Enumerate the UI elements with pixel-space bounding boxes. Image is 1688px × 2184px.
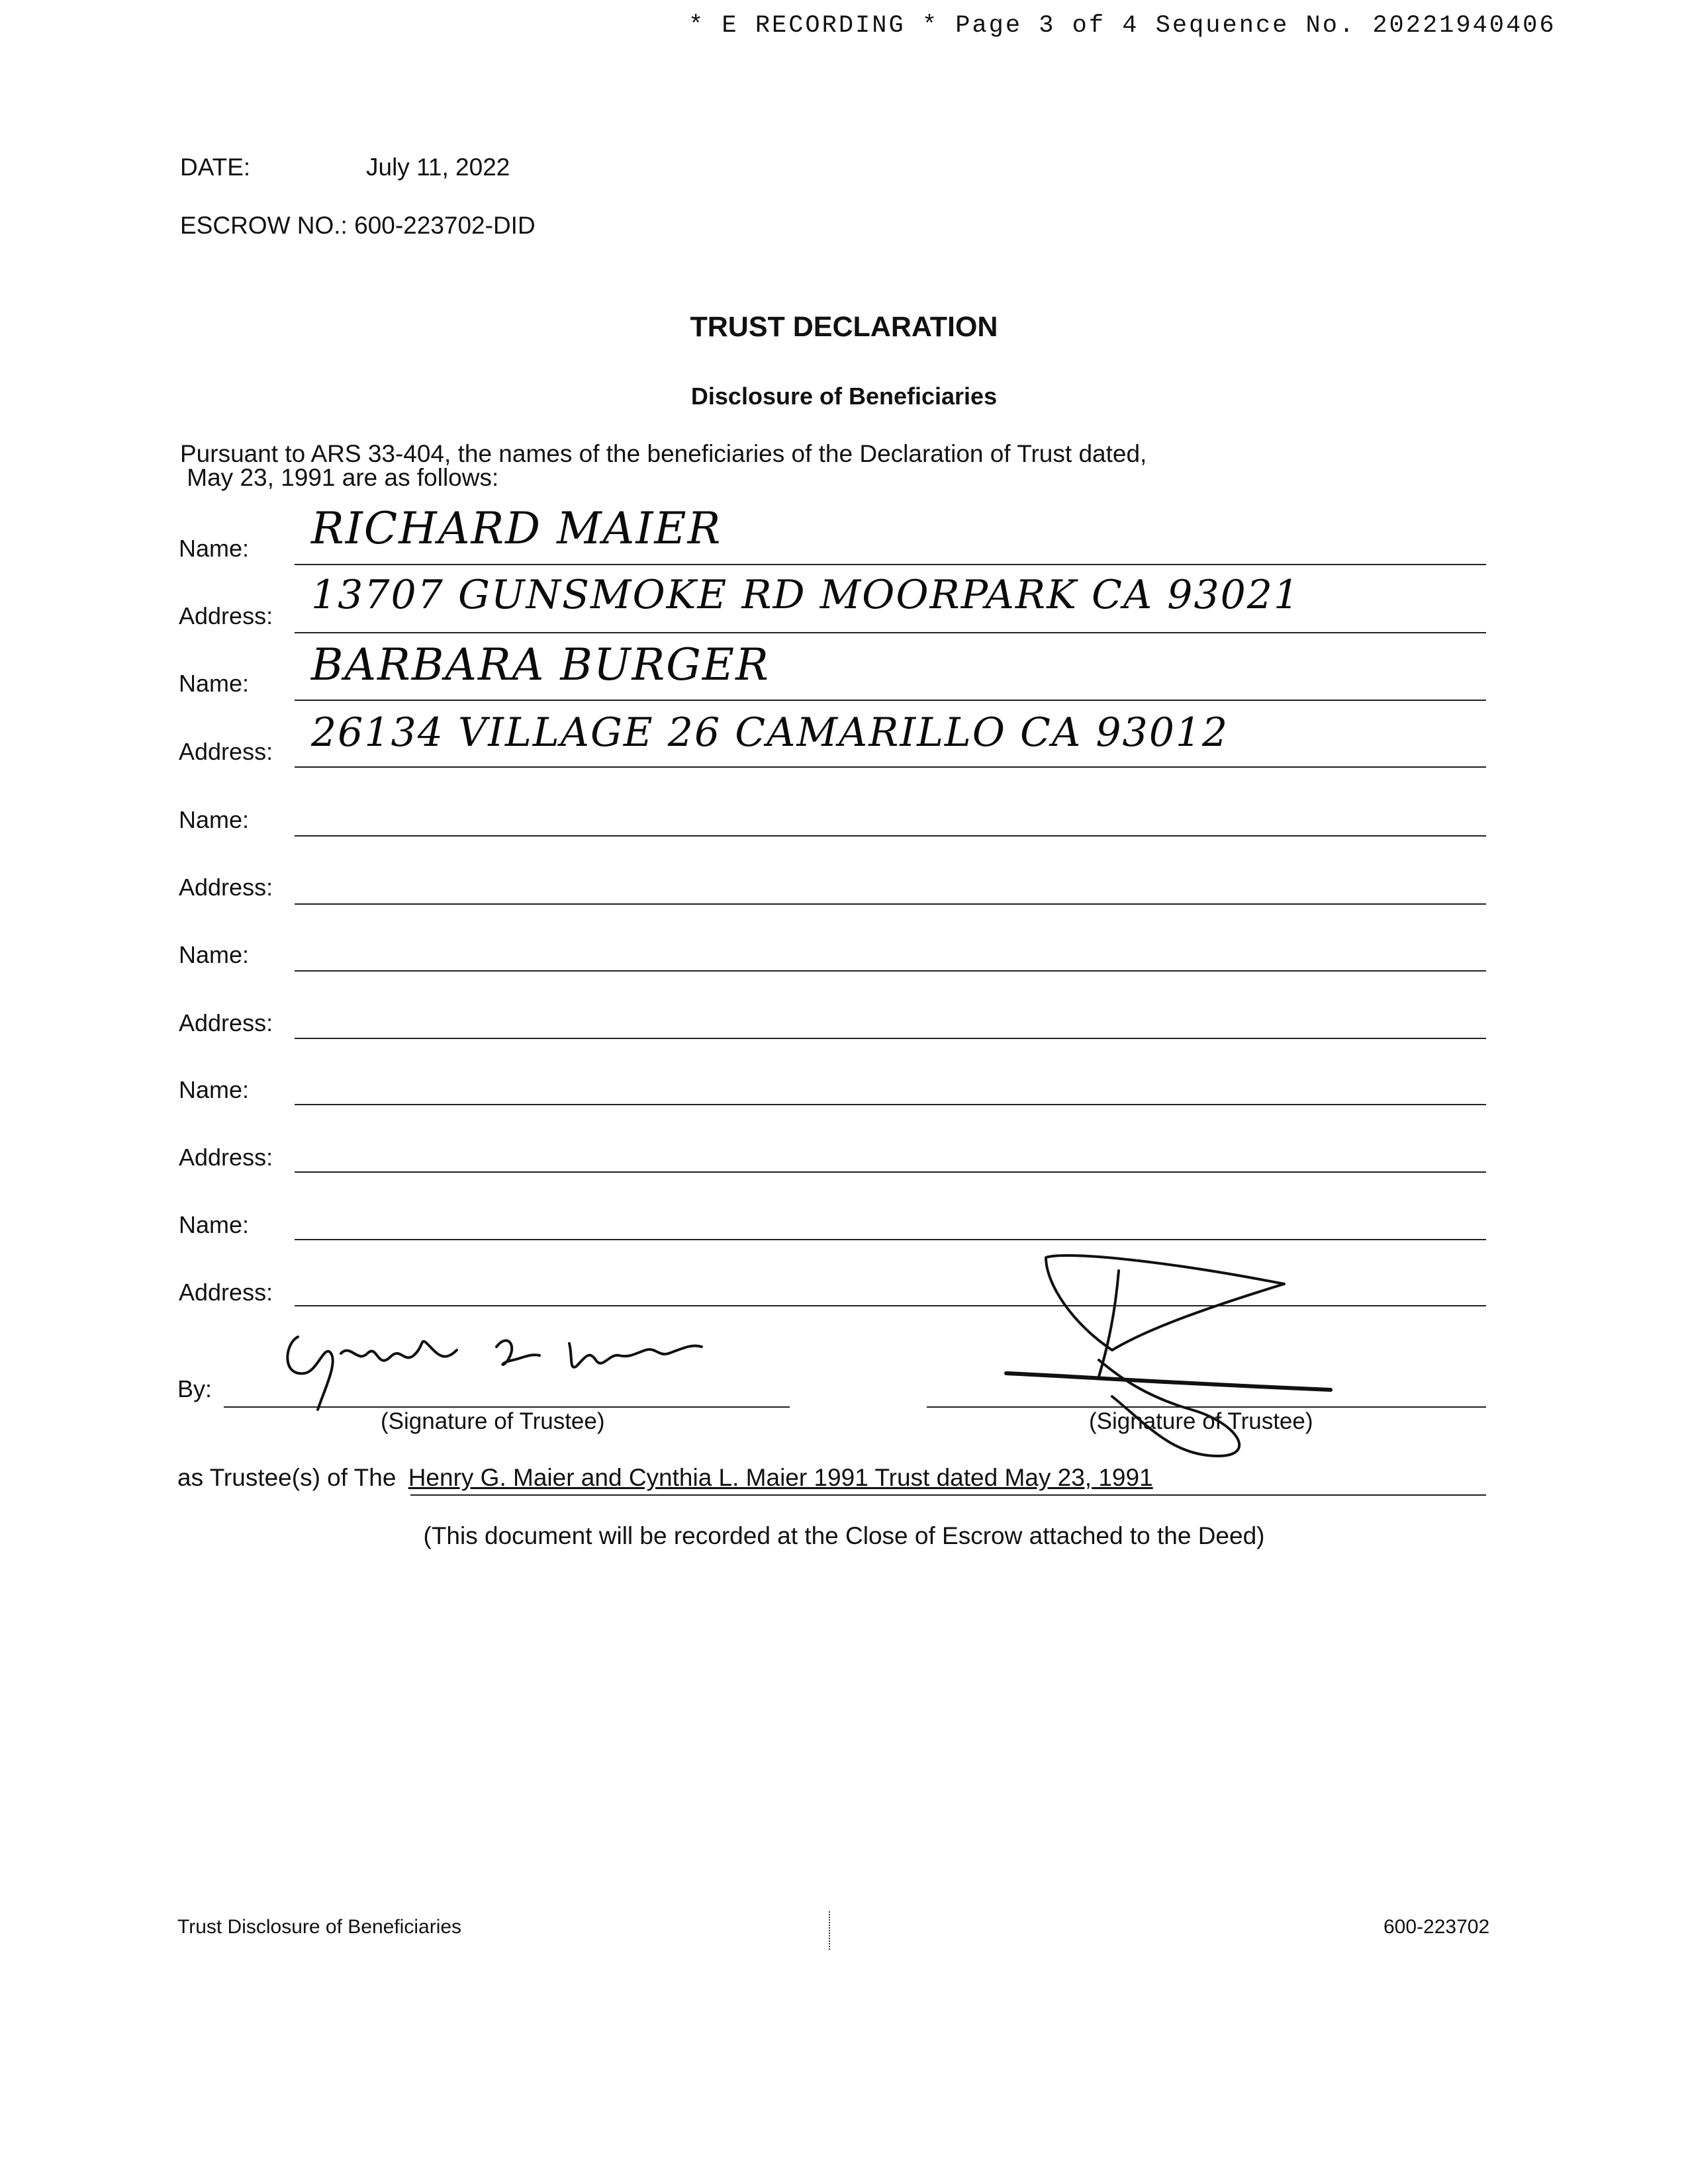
signature-caption-1: (Signature of Trustee) [381,1408,605,1434]
address-line [295,1038,1486,1039]
address-line [295,766,1486,768]
name-line [295,970,1486,972]
name-label: Name: [179,535,250,562]
name-label: Name: [179,941,250,968]
trustee-rule [410,1494,1486,1496]
name-line [295,1104,1486,1105]
pursuant-text [180,442,1438,490]
date-label: DATE: [180,154,251,181]
trustee-signature-1 [278,1317,781,1410]
address-label: Address: [179,1144,273,1171]
name-line [295,564,1486,565]
trustee-signature-2 [1000,1244,1383,1469]
address-label: Address: [179,1279,273,1306]
name-label: Name: [179,670,250,697]
address-label: Address: [179,1009,273,1036]
address-label: Address: [179,602,273,629]
name-line [295,700,1486,701]
name-line [295,835,1486,837]
address-label: Address: [179,874,273,901]
address-line [295,632,1486,633]
escrow-number: ESCROW NO.: 600-223702-DID [180,212,536,239]
trust-name: Henry G. Maier and Cynthia L. Maier 1991 Trust dated May 23, 1991 [408,1464,1153,1491]
footer-title: Trust Disclosure of Beneficiaries [177,1916,462,1938]
name-label: Name: [179,1211,250,1238]
beneficiary-address-1: 13707 GUNSMOKE RD MOORPARK CA 93021 [311,572,1301,618]
trustee-prefix: as Trustee(s) of The [177,1464,397,1491]
beneficiary-name-1: RICHARD MAIER [311,503,722,554]
beneficiary-name-2: BARBARA BURGER [311,639,770,690]
pursuant-line-2: May 23, 1991 are as follows: [180,464,499,491]
by-label: By: [177,1375,212,1402]
beneficiary-address-2: 26134 VILLAGE 26 CAMARILLO CA 93012 [311,709,1229,756]
footer-escrow-number: 600-223702 [1383,1916,1490,1938]
document-subtitle: Disclosure of Beneficiaries [690,383,998,410]
name-label: Name: [179,806,250,833]
trustee-line [177,1464,1153,1492]
recording-note: (This document will be recorded at the Close of Escrow attached to the Deed) [423,1522,1265,1549]
name-line [295,1239,1486,1240]
address-line [295,903,1486,905]
address-line [295,1171,1486,1173]
pursuant-line-1: Pursuant to ARS 33-404, the names of the beneficiaries of the Declaration of Trust dated, [180,440,1147,467]
footer-mark [829,1911,832,1950]
signature-caption-2: (Signature of Trustee) [1089,1408,1313,1434]
address-label: Address: [179,738,273,765]
name-label: Name: [179,1076,250,1103]
document-title: TRUST DECLARATION [690,311,998,343]
date-value: July 11, 2022 [366,154,510,181]
recording-header: * E RECORDING * Page 3 of 4 Sequence No. 20221940406 [688,12,1556,40]
